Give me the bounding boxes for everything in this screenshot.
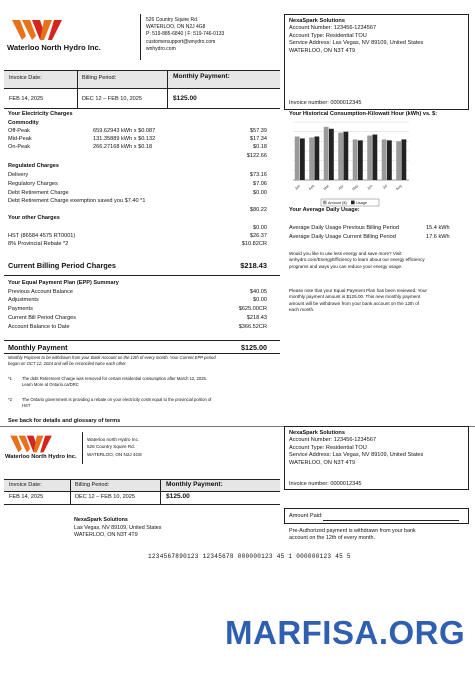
x-tick-label: Jul bbox=[381, 183, 388, 190]
logo-w-icon bbox=[8, 18, 78, 42]
x-tick-label: Aug bbox=[395, 183, 403, 192]
message-line: monthly payment amount is $125.00. This new monthly payment bbox=[289, 294, 421, 300]
epp-title: Your Equal Payment Plan (EPP) Summary bbox=[8, 280, 119, 286]
epp-note: began on OCT 12, 2024 and will be reconciled twice each other. bbox=[8, 361, 127, 366]
service-address: Service Address: Las Vegas, NV 89109, United States bbox=[289, 40, 424, 47]
chart-bar bbox=[314, 137, 319, 181]
address-line: Waterloo north Hydro Inc. bbox=[87, 437, 140, 442]
customer-city: WATERLOO, ON N3T 4T9 bbox=[289, 47, 356, 54]
chart-bar bbox=[382, 139, 387, 180]
contact-phone: P: 519-885-6840 | F: 519-746-0133 bbox=[146, 31, 225, 38]
chart-bar bbox=[295, 137, 300, 181]
legend-swatch bbox=[351, 201, 355, 205]
list-item: Current Bill Period Charges bbox=[8, 315, 77, 321]
account-number: Account Number: 123456-1234567 bbox=[289, 25, 377, 32]
usage-detail: 266.27168 kWh x $0.18 bbox=[93, 144, 153, 150]
list-item: HST (86584 4575 RT0001) bbox=[8, 233, 76, 239]
regulated-total: $80.22 bbox=[249, 207, 267, 213]
footnote-mark: *1 bbox=[8, 376, 12, 381]
preauth-line: Pre-Authorized payment is withdrawn from your bank bbox=[289, 528, 416, 534]
amount: $26.37 bbox=[249, 233, 267, 239]
amount: $57.39 bbox=[249, 128, 267, 134]
chart-bar bbox=[343, 132, 348, 180]
billing-period-value: DEC 12 – FEB 10, 2025 bbox=[82, 96, 143, 102]
x-tick-label: Jun bbox=[366, 183, 374, 191]
address-line: 526 Country Squire Rd. bbox=[146, 17, 199, 23]
amount: $17.34 bbox=[249, 136, 267, 142]
logo-w-icon bbox=[6, 434, 66, 454]
invoice-date-value: FEB 14, 2025 bbox=[9, 96, 44, 102]
company-name: Waterloo North Hydro Inc. bbox=[7, 43, 101, 52]
epp-review-message bbox=[289, 288, 427, 314]
account-number: Account Number: 123456-1234567 bbox=[289, 437, 377, 444]
usage-detail: 131.35889 kWh x $0.132 bbox=[93, 136, 156, 142]
monthly-payment-label: Monthly Payment: bbox=[173, 73, 230, 80]
list-item: Off-Peak bbox=[8, 128, 30, 134]
x-tick-label: May bbox=[351, 183, 359, 192]
message-line: each month. bbox=[289, 307, 315, 313]
message-line: wnhydro.com/EnergyEfficiency to learn about our energy efficiency bbox=[289, 257, 425, 263]
current-charges-label: Current Billing Period Charges bbox=[8, 261, 117, 270]
daily-usage-value: 15.4 kWh bbox=[426, 225, 450, 231]
list-item: Account Balance to Date bbox=[8, 324, 70, 330]
company-address bbox=[146, 17, 224, 53]
amount: $0.00 bbox=[253, 225, 267, 231]
energy-efficiency-message bbox=[289, 251, 425, 270]
invoice-number: Invoice number: 0000012345 bbox=[289, 100, 362, 106]
amount-paid-label: Amount Paid: bbox=[289, 513, 323, 519]
legend-label: Usage bbox=[356, 201, 367, 205]
x-tick-label: Jan bbox=[294, 183, 301, 191]
billing-period-label: Billing Period: bbox=[82, 75, 117, 81]
list-item: Adjustments bbox=[8, 297, 39, 303]
chart-bar bbox=[300, 138, 305, 180]
chart-bar bbox=[367, 136, 372, 180]
amount: $625.00CR bbox=[238, 306, 267, 312]
chart-title: Your Historical Consumption-Kilowatt Hour (kWh) vs. $: bbox=[289, 111, 438, 117]
footnote-mark: *2 bbox=[8, 397, 12, 402]
list-item: On-Peak bbox=[8, 144, 31, 150]
regulated-label: Regulated Charges bbox=[8, 163, 59, 169]
amount: $10.82CR bbox=[241, 241, 267, 247]
footnote-text: The debt Retirement Charge was removed for certain residential consumption after March 12, 2025. bbox=[22, 376, 208, 381]
list-item: 8% Provincial Rebate *2 bbox=[8, 241, 69, 247]
chart-bar bbox=[387, 140, 392, 180]
list-item: Delivery bbox=[8, 172, 29, 178]
daily-usage-value: 17.6 kWh bbox=[426, 234, 450, 240]
micr-line: 1234567890123 12345678 000000123 45 1 000000123 45 5 bbox=[148, 553, 351, 560]
footnote-text: Learn More at Ontario.ca/DRC bbox=[22, 382, 79, 387]
stub-logo bbox=[6, 434, 78, 462]
stub-billing-period-label: Billing Period: bbox=[75, 482, 110, 488]
customer-city: WATERLOO, ON N3T 4T9 bbox=[289, 459, 356, 466]
address-line: WATERLOO, ON N2J 4G8 bbox=[87, 451, 142, 457]
stub-monthly-payment-value: $125.00 bbox=[166, 493, 190, 500]
preauth-line: account on the 12th of every month. bbox=[289, 535, 376, 542]
commodity-label: Commodity bbox=[8, 120, 39, 126]
stub-invoice-number: Invoice number: 0000012345 bbox=[289, 481, 362, 487]
amount: $7.06 bbox=[253, 181, 267, 187]
service-address: Service Address: Las Vegas, NV 89109, United States bbox=[289, 452, 424, 459]
commodity-total: $122.66 bbox=[246, 153, 267, 159]
message-line: Would you like to use less energy and save more? Visit bbox=[289, 251, 402, 256]
stub-company-address bbox=[87, 436, 142, 458]
invoice-date-label: Invoice Date: bbox=[9, 75, 42, 81]
chart-bar bbox=[396, 141, 401, 180]
address-line: 526 Country Squire Rd. bbox=[87, 444, 136, 450]
footnote-text: The Ontario government is providing a rebate on your electricity costs equal to the provincial portion of bbox=[22, 397, 212, 402]
amount: $0.18 bbox=[253, 144, 267, 150]
monthly-payment-value: $125.00 bbox=[173, 95, 197, 102]
monthly-payment-summary-amount: $125.00 bbox=[241, 343, 267, 352]
chart-bar bbox=[353, 139, 358, 180]
message-line: amount will be withdrawn from your bank account on the 12th of bbox=[289, 300, 419, 306]
legend-label: Amount ($) bbox=[328, 201, 347, 205]
epp-note: Monthly Payment to be withdrawn from your Bank Account on the 12th of every month. Your Current EPP period bbox=[8, 355, 216, 360]
x-tick-label: Mar bbox=[322, 183, 330, 192]
amount: $366.52CR bbox=[238, 324, 267, 330]
see-back-note: See back for details and glossary of terms bbox=[8, 418, 121, 424]
x-tick-label: Apr bbox=[337, 183, 345, 191]
list-item: Regulatory Charges bbox=[8, 181, 58, 187]
list-item: Mid-Peak bbox=[8, 136, 32, 142]
watermark: MARFISA.ORG bbox=[225, 614, 466, 651]
chart-bar bbox=[372, 135, 377, 180]
charges-title: Your Electricity Charges bbox=[8, 111, 73, 117]
account-type: Account Type: Residential TOU bbox=[289, 444, 367, 451]
address-line: WATERLOO, ON N2J 4G8 bbox=[146, 24, 206, 31]
daily-usage-label: Average Daily Usage Current Billing Period bbox=[289, 234, 396, 240]
amount: $73.16 bbox=[249, 172, 267, 178]
footnote-text: HST bbox=[22, 403, 31, 408]
stub-billing-period-value: DEC 12 – FEB 10, 2025 bbox=[75, 494, 136, 500]
chart-bar bbox=[329, 129, 334, 180]
list-item: Debt Retirement Charge exemption saved you $7.40 *1 bbox=[8, 198, 146, 204]
amount: $0.00 bbox=[253, 297, 267, 303]
stub-invoice-date-label: Invoice Date: bbox=[9, 482, 42, 488]
website-link[interactable]: wnhydro.com bbox=[146, 45, 176, 52]
mail-line: WATERLOO, ON N3T 4T9 bbox=[74, 532, 138, 539]
legend-swatch bbox=[323, 201, 327, 205]
current-charges-total: $218.43 bbox=[240, 261, 267, 270]
chart-bar bbox=[401, 139, 406, 180]
contact-email[interactable]: customersupport@wnydro.com bbox=[146, 38, 216, 45]
mail-line: Las Vegas, NV 89109, United States bbox=[74, 524, 162, 531]
amount: $0.00 bbox=[253, 190, 267, 196]
chart-bar bbox=[358, 140, 363, 180]
chart-bar bbox=[309, 137, 314, 180]
amount-paid-field[interactable] bbox=[323, 520, 459, 521]
preauth-note bbox=[289, 528, 416, 543]
consumption-chart bbox=[289, 118, 464, 208]
message-line: Please note that your Equal Payment Plan has been reviewed. Your bbox=[289, 288, 427, 293]
list-item: Payments bbox=[8, 306, 33, 312]
x-tick-label: Feb bbox=[308, 183, 316, 192]
stub-company-name: Waterloo North Hydro Inc. bbox=[5, 454, 77, 460]
stub-monthly-payment-label: Monthly Payment: bbox=[166, 481, 223, 488]
amount: $218.43 bbox=[246, 315, 267, 321]
chart-bar bbox=[324, 127, 329, 180]
amount: $40.05 bbox=[249, 289, 267, 295]
company-logo bbox=[7, 18, 101, 52]
customer-info bbox=[289, 18, 423, 55]
list-item: Debt Retirement Charge bbox=[8, 190, 69, 196]
daily-usage-title: Your Average Daily Usage: bbox=[289, 207, 360, 213]
customer-name: NexaSpark Solutions bbox=[289, 430, 345, 436]
list-item: Previous Account Balance bbox=[8, 289, 73, 295]
stub-customer-info bbox=[289, 430, 423, 467]
message-line: programs and ways you can reduce your energy usage. bbox=[289, 263, 403, 269]
chart-bar bbox=[338, 133, 343, 180]
account-type: Account Type: Residential TOU bbox=[289, 32, 367, 39]
monthly-payment-summary-label: Monthly Payment bbox=[8, 343, 68, 352]
mail-name: NexaSpark Solutions bbox=[74, 517, 128, 523]
stub-invoice-date-value: FEB 14, 2025 bbox=[9, 494, 44, 500]
mailing-address bbox=[74, 517, 162, 540]
customer-name: NexaSpark Solutions bbox=[289, 18, 345, 24]
other-label: Your other Charges bbox=[8, 215, 60, 221]
daily-usage-label: Average Daily Usage Previous Billing Period bbox=[289, 225, 399, 231]
usage-detail: 659.62943 kWh x $0.087 bbox=[93, 128, 156, 134]
